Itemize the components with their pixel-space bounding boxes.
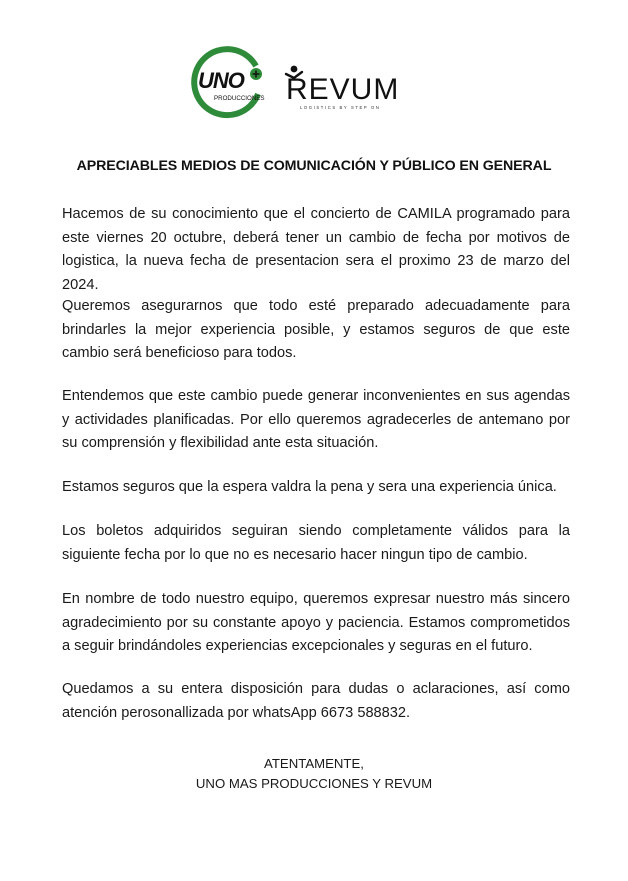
paragraph: Quedamos a su entera disposición para dudas o aclaraciones, así como atención perosonallizada por whatsApp 6673 588832.	[62, 681, 570, 721]
figure-head-icon	[291, 66, 298, 73]
paragraph: En nombre de todo nuestro equipo, queremos expresar nuestro más sincero agradecimiento por su constante apoyo y paciencia. Estamos comprometidos a seguir brindándoles experiencias excepcionales y seguras en el futuro.	[62, 591, 570, 654]
paragraph: Queremos asegurarnos que todo esté preparado adecuadamente para brindarles la mejor experiencia posible, y estamos seguros de que este cambio será beneficioso para todos.	[62, 298, 570, 361]
paragraph: Estamos seguros que la espera valdra la pena y sera una experiencia única.	[62, 479, 557, 495]
paragraph: Entendemos que este cambio puede generar inconvenientes en sus agendas y actividades planificadas. Por ello queremos agradecerles de antemano por su comprensión y flexibilidad ante esta situación.	[62, 388, 570, 451]
uno-producciones-logo	[188, 44, 268, 120]
uno-logo-subtitle: PRODUCCIONES	[214, 95, 265, 102]
revum-logo-text: REVUM	[286, 73, 400, 106]
revum-logo-tagline: LOGISTICS BY STEP ON	[300, 105, 381, 110]
paragraph: Los boletos adquiridos seguiran siendo completamente válidos para la siguiente fecha por lo que no es necesario hacer ningun tipo de cambio.	[62, 523, 570, 563]
document-title: APRECIABLES MEDIOS DE COMUNICACIÓN Y PÚBLICO EN GENERAL	[76, 158, 552, 174]
uno-logo-text: UNO	[198, 68, 244, 93]
closing-line: ATENTAMENTE,	[264, 756, 364, 771]
signature-line: UNO MAS PRODUCCIONES Y REVUM	[195, 776, 433, 791]
revum-logo	[282, 62, 414, 112]
paragraph: Hacemos de su conocimiento que el concierto de CAMILA programado para este viernes 20 octubre, deberá tener un cambio de fecha por motivos de logistica, la nueva fecha de presentacion sera el proximo 23 de marzo del 2024.	[62, 206, 570, 293]
